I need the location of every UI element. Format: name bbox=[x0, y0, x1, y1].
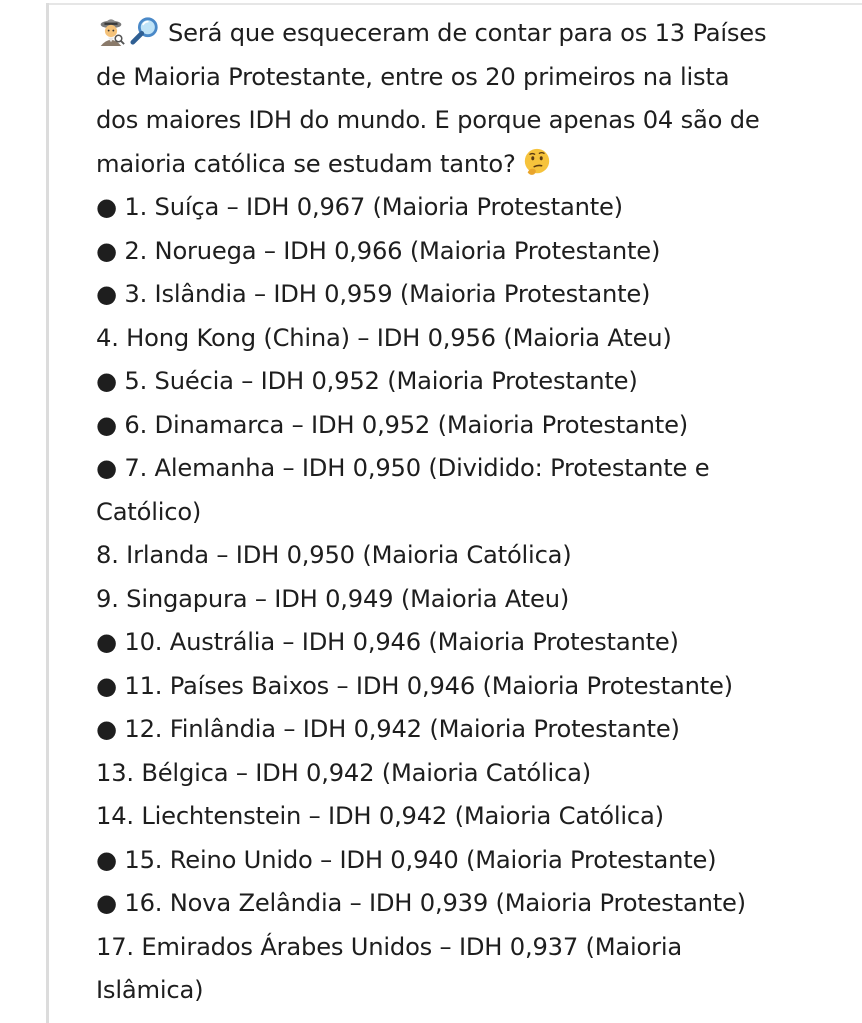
list-line-7: ● 7. Alemanha – IDH 0,950 (Dividido: Protestante e bbox=[96, 454, 710, 482]
intro-line-3: dos maiores IDH do mundo. E porque apenas 04 são de bbox=[96, 106, 760, 134]
post-body bbox=[96, 12, 826, 1013]
list-line-11: ● 10. Austrália – IDH 0,946 (Maioria Protestante) bbox=[96, 628, 679, 656]
list-line-8: Católico) bbox=[96, 497, 202, 526]
list-line-3: ● 3. Islândia – IDH 0,959 (Maioria Protestante) bbox=[96, 280, 651, 308]
list-line-1: ● 1. Suíça – IDH 0,967 (Maioria Protestante) bbox=[96, 193, 623, 221]
list-line-4: 4. Hong Kong (China) – IDH 0,956 (Maioria Ateu) bbox=[96, 323, 672, 352]
post-top-border bbox=[46, 3, 862, 5]
list-line-2: ● 2. Noruega – IDH 0,966 (Maioria Protestante) bbox=[96, 236, 661, 265]
list-line-14: 13. Bélgica – IDH 0,942 (Maioria Católica) bbox=[96, 758, 591, 787]
list-line-5: ● 5. Suécia – IDH 0,952 (Maioria Protestante) bbox=[96, 367, 638, 395]
list-line-6: ● 6. Dinamarca – IDH 0,952 (Maioria Protestante) bbox=[96, 410, 689, 439]
intro-line-4 bbox=[96, 143, 826, 187]
intro-line-1 bbox=[96, 12, 826, 56]
thinking-face-icon bbox=[522, 147, 552, 177]
list-line-10: 9. Singapura – IDH 0,949 (Maioria Ateu) bbox=[96, 584, 570, 613]
list-line-18: 17. Emirados Árabes Unidos – IDH 0,937 (Maioria bbox=[96, 932, 683, 961]
list-line-13: ● 12. Finlândia – IDH 0,942 (Maioria Protestante) bbox=[96, 715, 680, 743]
list-line-17: ● 16. Nova Zelândia – IDH 0,939 (Maioria Protestante) bbox=[96, 889, 746, 917]
intro-text-4: maioria católica se estudam tanto? bbox=[96, 149, 516, 178]
list-line-12: ● 11. Países Baixos – IDH 0,946 (Maioria Protestante) bbox=[96, 671, 733, 700]
list-line-19: Islâmica) bbox=[96, 976, 204, 1004]
magnifying-glass-icon bbox=[130, 16, 160, 46]
list-line-15: 14. Liechtenstein – IDH 0,942 (Maioria Católica) bbox=[96, 802, 664, 830]
detective-icon bbox=[96, 16, 126, 46]
list-line-16: ● 15. Reino Unido – IDH 0,940 (Maioria Protestante) bbox=[96, 845, 717, 874]
intro-text-1: Será que esqueceram de contar para os 13 Países bbox=[168, 19, 767, 47]
intro-line-2: de Maioria Protestante, entre os 20 primeiros na lista bbox=[96, 62, 730, 91]
thread-left-rule bbox=[46, 3, 49, 1023]
list-line-9: 8. Irlanda – IDH 0,950 (Maioria Católica) bbox=[96, 541, 572, 569]
